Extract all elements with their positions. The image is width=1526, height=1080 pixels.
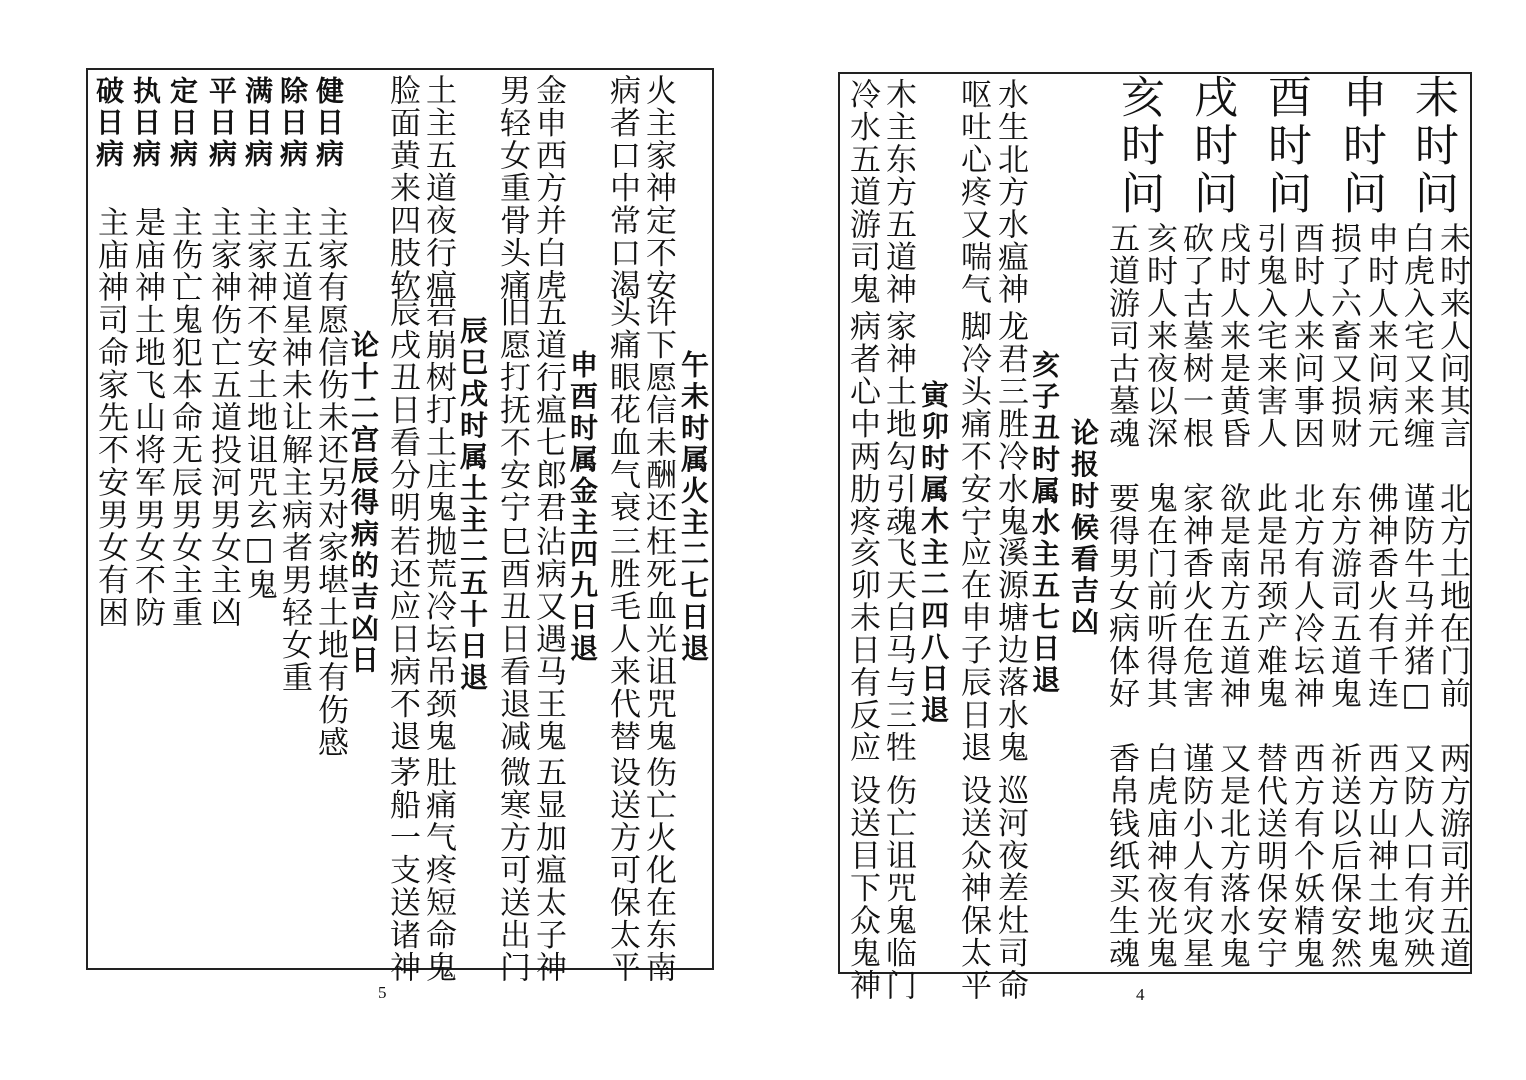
verse-line: 抛荒冷坛吊颈鬼 <box>420 525 456 753</box>
bottom-verse: 又是北方落水鬼 <box>1214 742 1250 970</box>
verse-line: 设送目下众鬼神 <box>844 774 880 1002</box>
group-heading-wood: 寅卯时属木主二四八日退 <box>917 380 950 727</box>
day-label-zhi: 执日病 <box>129 76 162 171</box>
verse-line: 五显加瘟太子神 <box>530 756 566 984</box>
middle-verse: 鬼在门前听得其 <box>1141 482 1177 710</box>
verse-line: 许下愿信未酬还 <box>640 296 676 524</box>
verse-line: 三胜毛人来代替 <box>604 525 640 753</box>
day-text-ding: 主伤亡鬼犯本命无辰男女主重 <box>166 206 202 629</box>
verse-line: 辰戌丑日看分明 <box>384 296 420 524</box>
day-label-po: 破日病 <box>92 76 125 171</box>
verse-line: 脚冷头痛不安宁 <box>955 310 991 538</box>
verse-line: 脸面黄来四肢软 <box>384 74 420 302</box>
verse-line: 应在申子辰日退 <box>955 536 991 764</box>
verse-line: 岩崩树打土庄鬼 <box>420 296 456 524</box>
hour-question-text: 酉时人来问事因 <box>1288 222 1324 450</box>
day-label-chu: 除日病 <box>276 76 309 171</box>
middle-verse: 此是吊颈产难鬼 <box>1251 482 1287 710</box>
bottom-verse: 谨防小人有灾星 <box>1177 742 1213 970</box>
hour-question-heading-xu: 戌时问 <box>1186 74 1237 218</box>
verse-line: 男轻女重骨头痛 <box>494 74 530 302</box>
day-text-man: 主家神不安土地诅咒玄□鬼 <box>241 206 277 601</box>
day-text-zhi: 是庙神土地飞山将军男女不防 <box>129 206 165 629</box>
bottom-verse: 白虎庙神夜光鬼 <box>1141 742 1177 970</box>
verse-line: 沾病又遇马王鬼 <box>530 525 566 753</box>
hour-question-text: 引鬼入宅来害人 <box>1251 222 1287 450</box>
verse-line: 巡河夜差灶司命 <box>992 774 1028 1002</box>
middle-verse: 东方游司五道鬼 <box>1325 482 1361 710</box>
hour-question-text: 申时人来问病元 <box>1362 222 1398 450</box>
verse-line: 木主东方五道神 <box>880 78 916 306</box>
verse-line: 微寒方可送出门 <box>494 756 530 984</box>
hour-question-text: 未时来人问其言 <box>1434 222 1470 450</box>
page-number-left: 5 <box>378 983 387 1002</box>
verse-line: 巳酉丑日看退减 <box>494 525 530 753</box>
hour-question-heading-shen: 申时问 <box>1335 74 1386 218</box>
day-label-ping: 平日病 <box>205 76 238 171</box>
verse-line: 旧愿打抚不安宁 <box>494 296 530 524</box>
middle-verse: 欲是南方五道神 <box>1214 482 1250 710</box>
bottom-verse: 替代送明保安宁 <box>1251 742 1287 970</box>
page-number-right: 4 <box>1136 985 1145 1004</box>
verse-line: 病者口中常口渴 <box>604 74 640 302</box>
verse-line: 亥卯未日有反应 <box>844 536 880 764</box>
bottom-verse: 香帛钱纸买生魂 <box>1103 742 1139 970</box>
hour-question-text: 戌时人来是黄昏 <box>1214 222 1250 450</box>
middle-verse: 家神香火在危害 <box>1177 482 1213 710</box>
verse-line: 肚痛气疼短命鬼 <box>420 756 456 984</box>
verse-line: 设送众神保太平 <box>955 774 991 1002</box>
verse-line: 冷水五道游司鬼 <box>844 78 880 306</box>
day-label-ding: 定日病 <box>166 76 199 171</box>
verse-line: 金申西方并白虎 <box>530 74 566 302</box>
bottom-verse: 西方有个妖精鬼 <box>1288 742 1324 970</box>
hour-heading-chensi: 辰巳戌时属土主二五十日退 <box>456 316 489 694</box>
day-text-jian: 主家有愿信伤未还另对家堪土地有伤感 <box>312 206 348 759</box>
group-heading-water: 亥子丑时属水主五七日退 <box>1028 350 1061 697</box>
hour-question-text: 白虎入宅又来缠 <box>1398 222 1434 450</box>
bottom-verse: 西方山神土地鬼 <box>1362 742 1398 970</box>
verse-line: 家神土地勾引魂 <box>880 310 916 538</box>
middle-verse: 要得男女病体好 <box>1103 482 1139 710</box>
verse-line: 伤亡火化在东南 <box>640 756 676 984</box>
day-text-po: 主庙神司命家先不安男女有困 <box>92 206 128 629</box>
verse-line: 伤亡诅咒鬼临门 <box>880 774 916 1002</box>
hour-question-heading-you: 酉时问 <box>1260 74 1311 218</box>
hour-question-heading-wei: 未时问 <box>1407 74 1458 218</box>
day-text-chu: 主五道星神未让解主病者男轻女重 <box>276 206 312 694</box>
verse-line: 头痛眼花血气衰 <box>604 296 640 524</box>
verse-line: 土主五道夜行瘟 <box>420 74 456 302</box>
day-label-jian: 健日病 <box>312 76 345 171</box>
hour-question-text: 亥时人来夜以深 <box>1141 222 1177 450</box>
hour-question-text: 损了六畜又损财 <box>1325 222 1361 450</box>
hour-question-text: 砍了古墓树一根 <box>1177 222 1213 450</box>
hour-heading-wuwei: 午未时属火主二七日退 <box>677 350 710 665</box>
bottom-verse: 又防人口有灾殃 <box>1398 742 1434 970</box>
verse-line: 溪源塘边落水鬼 <box>992 536 1028 764</box>
day-label-man: 满日病 <box>241 76 274 171</box>
verse-line: 设送方可保太平 <box>604 756 640 984</box>
verse-line: 病者心中两肋疼 <box>844 310 880 538</box>
middle-verse: 北方土地在门前 <box>1434 482 1470 710</box>
middle-verse: 谨防牛马并猪□ <box>1398 482 1434 715</box>
verse-line: 呕吐心疼又喘气 <box>955 78 991 306</box>
section-title-left: 论十二宫辰得病的吉凶日 <box>347 330 380 677</box>
middle-verse: 北方有人冷坛神 <box>1288 482 1324 710</box>
section-title-right: 论报时候看吉凶 <box>1067 418 1100 639</box>
verse-line: 龙君三胜冷水鬼 <box>992 310 1028 538</box>
verse-line: 火主家神定不安 <box>640 74 676 302</box>
verse-line: 茅船一支送诸神 <box>384 756 420 984</box>
hour-question-heading-hai: 亥时问 <box>1113 74 1164 218</box>
verse-line: 五道行瘟七郎君 <box>530 296 566 524</box>
hour-heading-shenyou: 申酉时属金主四九日退 <box>566 350 599 665</box>
verse-line: 水生北方水瘟神 <box>992 78 1028 306</box>
bottom-verse: 祈送以后保安然 <box>1325 742 1361 970</box>
hour-question-text: 五道游司古墓魂 <box>1103 222 1139 450</box>
verse-line: 飞天白马与三牲 <box>880 536 916 764</box>
day-text-ping: 主家神伤亡五道投河男女主凶 <box>205 206 241 629</box>
middle-verse: 佛神香火有千连 <box>1362 482 1398 710</box>
verse-line: 若还应日病不退 <box>384 525 420 753</box>
bottom-verse: 两方游司并五道 <box>1434 742 1470 970</box>
verse-line: 枉死血光诅咒鬼 <box>640 525 676 753</box>
